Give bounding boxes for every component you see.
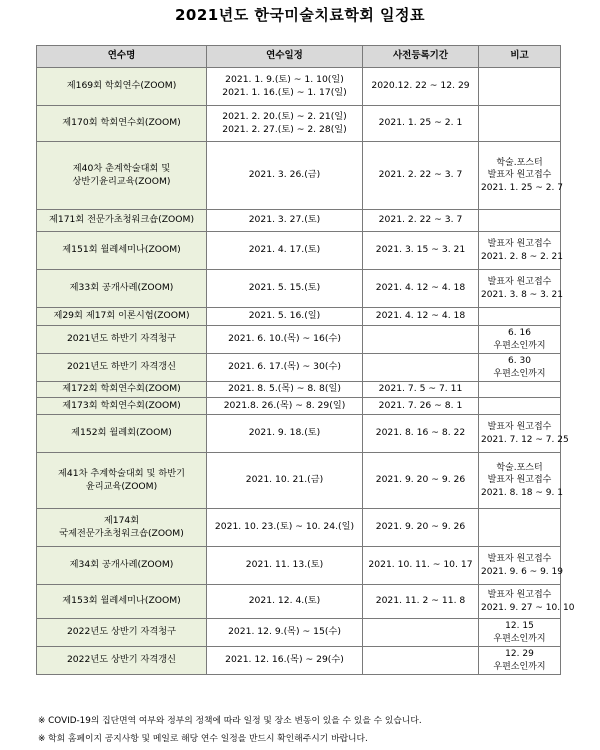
registration-cell-line: 2021. 2. 22 ~ 3. 7 [378, 214, 463, 226]
course-name-cell [37, 106, 207, 142]
table-row [37, 232, 561, 270]
table-row [37, 415, 561, 453]
schedule-cell [207, 415, 363, 453]
schedule-cell [207, 270, 363, 308]
course-name-cell-line: 제153회 월례세미나(ZOOM) [62, 595, 181, 607]
note-cell [479, 509, 561, 547]
registration-cell [363, 509, 479, 547]
note-cell-line: 발표자 원고접수 [487, 554, 552, 565]
schedule-cell-line: 2021. 1. 9.(토) ~ 1. 10(일) [225, 74, 344, 86]
registration-cell [363, 142, 479, 210]
course-name-cell [37, 326, 207, 354]
registration-cell-line: 2021. 4. 12 ~ 4. 18 [375, 282, 466, 294]
schedule-cell [207, 647, 363, 675]
schedule-cell [207, 547, 363, 585]
course-name-cell [37, 453, 207, 509]
schedule-cell-line: 2021. 10. 23.(토) ~ 10. 24.(일) [214, 521, 355, 533]
note-cell-line: 2021. 1. 25 ~ 2. 7 [481, 182, 563, 193]
course-name-cell-line: 제171회 전문가초청워크숍(ZOOM) [48, 214, 195, 226]
header-note: 비고 [479, 46, 561, 68]
registration-cell [363, 354, 479, 382]
course-name-cell-line: 2021년도 하반기 자격갱신 [66, 361, 177, 373]
schedule-cell-line: 2021. 12. 9.(목) ~ 15(수) [228, 626, 341, 638]
note-cell-line: 2021. 2. 8 ~ 2. 21 [481, 251, 563, 262]
course-name-cell [37, 232, 207, 270]
table-row [37, 453, 561, 509]
schedule-cell-line: 2021. 12. 4.(토) [248, 595, 321, 607]
registration-cell [363, 106, 479, 142]
course-name-cell [37, 382, 207, 398]
course-name-cell [37, 509, 207, 547]
note-cell-line: 발표자 원고접수 [487, 170, 552, 181]
registration-cell [363, 68, 479, 106]
course-name-cell-line: 제151회 월례세미나(ZOOM) [62, 244, 181, 256]
note-cell-line: 2021. 9. 27 ~ 10. 10 [481, 602, 575, 613]
note-cell [479, 382, 561, 398]
note-cell [479, 619, 561, 647]
course-name-cell [37, 619, 207, 647]
registration-cell [363, 547, 479, 585]
note-cell-line: 6. 30 [508, 356, 531, 367]
schedule-cell [207, 585, 363, 619]
schedule-cell [207, 453, 363, 509]
note-cell-line: 우편소인까지 [493, 340, 546, 351]
schedule-cell [207, 354, 363, 382]
schedule-cell-line: 2021.8. 26.(목) ~ 8. 29(일) [223, 399, 346, 411]
registration-cell-line: 2021. 3. 15 ~ 3. 21 [375, 244, 466, 256]
registration-cell [363, 647, 479, 675]
schedule-cell [207, 106, 363, 142]
schedule-cell [207, 142, 363, 210]
note-cell-line: 6. 16 [508, 328, 531, 339]
registration-cell-line: 2021. 9. 20 ~ 9. 26 [375, 474, 466, 486]
schedule-cell-line: 2021. 5. 15.(토) [248, 282, 321, 294]
note-cell-line: 우편소인까지 [493, 661, 546, 672]
registration-cell [363, 210, 479, 232]
table-row [37, 509, 561, 547]
registration-cell-line: 2021. 10. 11. ~ 10. 17 [368, 559, 473, 571]
course-name-cell-line: 제172회 학회연수회(ZOOM) [62, 383, 181, 395]
schedule-cell [207, 308, 363, 326]
registration-cell-line: 2021. 1. 25 ~ 2. 1 [378, 117, 463, 129]
course-name-cell-line: 제29회 제17회 이론시험(ZOOM) [53, 310, 190, 322]
schedule-cell-line: 2021. 3. 26.(금) [248, 169, 321, 181]
schedule-cell-line: 2021. 2. 27.(토) ~ 2. 28(일) [222, 123, 347, 135]
course-name-cell-line: 제152회 월례회(ZOOM) [71, 427, 172, 439]
table-row [37, 142, 561, 210]
registration-cell-line: 2020.12. 22 ~ 12. 29 [371, 80, 470, 92]
schedule-cell-line: 2021. 8. 5.(목) ~ 8. 8(일) [228, 383, 341, 395]
course-name-cell-line: 제174회 [103, 515, 140, 527]
course-name-cell-line: 국제전문가초청워크숍(ZOOM) [59, 527, 184, 539]
note-cell [479, 585, 575, 619]
schedule-cell-line: 2021. 2. 20.(토) ~ 2. 21(일) [222, 111, 347, 123]
note-cell-line: 2021. 3. 8 ~ 3. 21 [481, 289, 563, 300]
course-name-cell [37, 585, 207, 619]
course-name-cell-line: 상반기윤리교육(ZOOM) [72, 175, 171, 187]
course-name-cell [37, 210, 207, 232]
table-header-row [37, 46, 561, 68]
note-cell-line: 발표자 원고접수 [487, 475, 552, 486]
table-row [37, 308, 561, 326]
registration-cell [363, 326, 479, 354]
note-cell-line: 우편소인까지 [493, 633, 546, 644]
registration-cell [363, 415, 479, 453]
note-cell [479, 142, 561, 210]
schedule-cell [207, 382, 363, 398]
table-row [37, 106, 561, 142]
note-cell [479, 398, 561, 415]
course-name-cell [37, 308, 207, 326]
schedule-table [36, 45, 575, 675]
registration-cell-line: 2021. 7. 5 ~ 7. 11 [378, 383, 463, 395]
table-row [37, 210, 561, 232]
schedule-cell-line: 2021. 12. 16.(목) ~ 29(수) [225, 654, 344, 666]
registration-cell [363, 398, 479, 415]
course-name-cell-line: 윤리교육(ZOOM) [85, 480, 158, 492]
table-row [37, 68, 561, 106]
registration-cell-line: 2021. 7. 26 ~ 8. 1 [378, 399, 463, 411]
course-name-cell-line: 2021년도 하반기 자격청구 [66, 333, 177, 345]
schedule-cell-line: 2021. 9. 18.(토) [248, 427, 321, 439]
schedule-cell [207, 210, 363, 232]
note-cell [479, 308, 561, 326]
note-cell-line: 발표자 원고접수 [487, 239, 552, 250]
header-schedule: 연수일정 [207, 46, 363, 68]
registration-cell [363, 232, 479, 270]
schedule-cell [207, 398, 363, 415]
registration-cell-line: 2021. 11. 2 ~ 11. 8 [375, 595, 466, 607]
schedule-cell-line: 2021. 4. 17.(토) [248, 244, 321, 256]
note-cell [479, 326, 561, 354]
schedule-cell [207, 619, 363, 647]
registration-cell [363, 270, 479, 308]
note-cell-line: 2021. 9. 6 ~ 9. 19 [481, 566, 563, 577]
registration-cell-line: 2021. 4. 12 ~ 4. 18 [375, 310, 466, 322]
note-cell [479, 415, 569, 453]
course-name-cell [37, 142, 207, 210]
note-cell-line: 발표자 원고접수 [487, 422, 552, 433]
note-cell-line: 2021. 8. 18 ~ 9. 1 [481, 487, 563, 498]
schedule-cell-line: 2021. 5. 16.(일) [248, 310, 321, 322]
registration-cell [363, 585, 479, 619]
table-row [37, 354, 561, 382]
note-cell [479, 453, 561, 509]
schedule-cell-line: 2021. 3. 27.(토) [248, 214, 321, 226]
course-name-cell [37, 354, 207, 382]
table-row [37, 585, 561, 619]
schedule-cell-line: 2021. 6. 10.(목) ~ 16(수) [228, 333, 341, 345]
footnotes [38, 712, 578, 748]
schedule-cell [207, 326, 363, 354]
schedule-cell-line: 2021. 11. 13.(토) [245, 559, 324, 571]
note-cell [479, 106, 561, 142]
schedule-cell [207, 68, 363, 106]
table-row [37, 382, 561, 398]
course-name-cell-line: 제170회 학회연수회(ZOOM) [62, 117, 181, 129]
schedule-cell [207, 232, 363, 270]
course-name-cell [37, 68, 207, 106]
registration-cell [363, 382, 479, 398]
note-cell [479, 354, 561, 382]
schedule-cell-line: 2021. 10. 21.(금) [245, 474, 324, 486]
page-title: 2021년도 한국미술치료학회 일정표 [174, 6, 426, 24]
note-cell-line: 발표자 원고접수 [487, 590, 552, 601]
course-name-cell-line: 제173회 학회연수회(ZOOM) [62, 399, 181, 411]
note-cell [479, 547, 561, 585]
registration-cell [363, 308, 479, 326]
table-row [37, 326, 561, 354]
course-name-cell [37, 270, 207, 308]
note-cell-line: 학술.포스터 [496, 158, 543, 169]
note-cell [479, 210, 561, 232]
course-name-cell-line: 2022년도 상반기 자격갱신 [66, 654, 177, 666]
note-cell-line: 2021. 7. 12 ~ 7. 25 [481, 434, 569, 445]
course-name-cell [37, 547, 207, 585]
note-cell [479, 270, 561, 308]
table-row [37, 270, 561, 308]
registration-cell [363, 453, 479, 509]
course-name-cell [37, 647, 207, 675]
registration-cell-line: 2021. 9. 20 ~ 9. 26 [375, 521, 466, 533]
course-name-cell-line: 2022년도 상반기 자격청구 [66, 626, 177, 638]
table-row [37, 547, 561, 585]
course-name-cell-line: 제34회 공개사례(ZOOM) [69, 559, 174, 571]
course-name-cell-line: 제169회 학회연수(ZOOM) [66, 80, 177, 92]
table-row [37, 398, 561, 415]
footnote: ※ COVID-19의 집단면역 여부와 정부의 정책에 따라 일정 및 장소 변동이 있을 수 있을 수 있습니다. [38, 716, 422, 726]
header-registration: 사전등록기간 [363, 46, 479, 68]
note-cell-line: 우편소인까지 [493, 368, 546, 379]
note-cell-line: 12. 29 [505, 649, 534, 660]
note-cell [479, 68, 561, 106]
note-cell [479, 647, 561, 675]
note-cell-line: 12. 15 [505, 621, 534, 632]
registration-cell-line: 2021. 8. 16 ~ 8. 22 [375, 427, 466, 439]
note-cell-line: 발표자 원고접수 [487, 277, 552, 288]
registration-cell [363, 619, 479, 647]
table-row [37, 647, 561, 675]
schedule-cell-line: 2021. 6. 17.(목) ~ 30(수) [228, 361, 341, 373]
table-row [37, 619, 561, 647]
schedule-cell [207, 509, 363, 547]
note-cell-line: 학술.포스터 [496, 463, 543, 474]
course-name-cell [37, 398, 207, 415]
course-name-cell [37, 415, 207, 453]
header-course-name: 연수명 [37, 46, 207, 68]
note-cell [479, 232, 561, 270]
registration-cell-line: 2021. 2. 22 ~ 3. 7 [378, 169, 463, 181]
course-name-cell-line: 제33회 공개사례(ZOOM) [69, 282, 174, 294]
course-name-cell-line: 제41차 추계학술대회 및 하반기 [58, 468, 185, 480]
footnote: ※ 학회 홈페이지 공지사항 및 메일로 해당 연수 일정을 반드시 확인해주시기 바랍니다. [38, 734, 368, 744]
course-name-cell-line: 제40차 춘계학술대회 및 [72, 163, 171, 175]
schedule-cell-line: 2021. 1. 16.(토) ~ 1. 17(일) [222, 86, 347, 98]
